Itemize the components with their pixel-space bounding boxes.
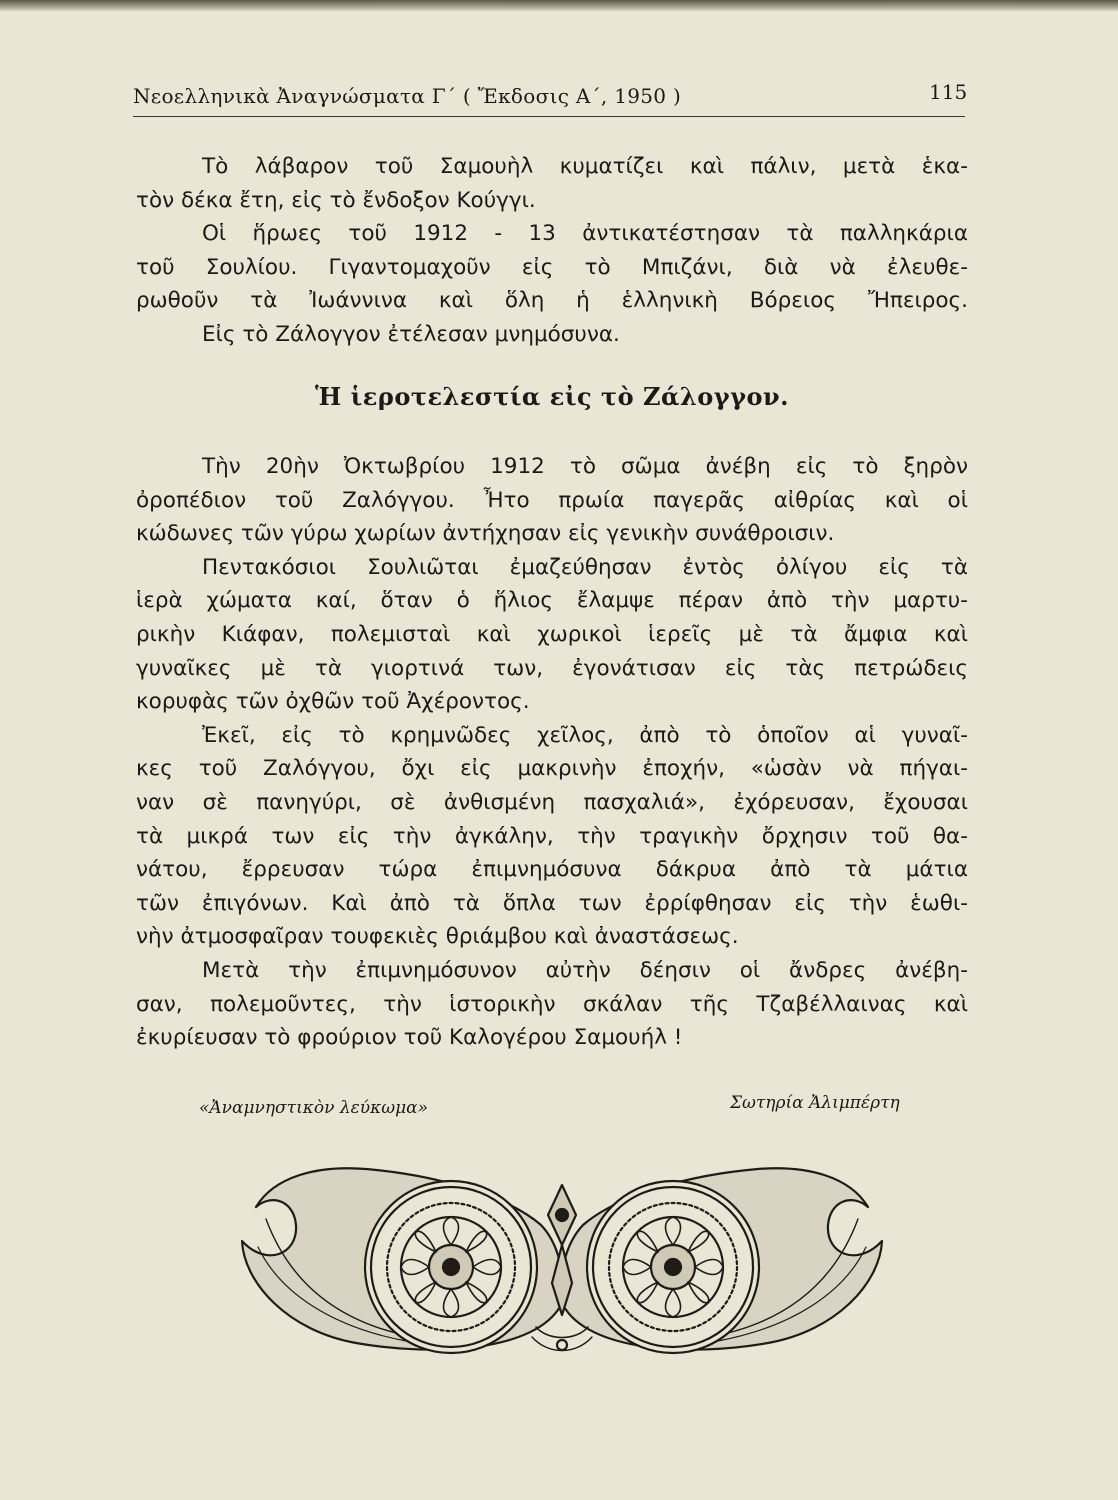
text-line: ρικὴν Κιάφαν, πολεμισταὶ καὶ χωρικοὶ ἱερεῖς μὲ τὰ ἄμφια καὶ [136, 621, 968, 647]
text-line: Πεντακόσιοι Σουλιῶται ἐμαζεύθησαν ἐντὸς ὀλίγου εἰς τὰ [202, 554, 968, 580]
text-line: Τὸ λάβαρον τοῦ Σαμουὴλ κυματίζει καὶ πάλιν, μετὰ ἑκα- [202, 154, 968, 179]
text-line: τὰ μικρά των εἰς τὴν ἀγκάλην, τὴν τραγικὴν ὄρχησιν τοῦ θα- [136, 823, 968, 849]
author-attribution: Σωτηρία Ἀλιμπέρτη [730, 1093, 900, 1113]
body-paragraphs [136, 450, 968, 1055]
text-line: νάτου, ἔρρευσαν τώρα ἐπιμνημόσυνα δάκρυα ἀπὸ τὰ μάτια [136, 857, 968, 883]
text-line: Τὴν 20ὴν Ὀκτωβρίου 1912 τὸ σῶμα ἀνέβη εἰς τὸ ξηρὸν [202, 454, 968, 479]
text-line: τὸν δέκα ἔτη, εἰς τὸ ἔνδοξον Κούγγι. [136, 187, 536, 213]
text-line: Εἰς τὸ Ζάλογγον ἐτέλεσαν μνημόσυνα. [202, 321, 620, 347]
section-heading: Ἡ ἱεροτελεστία εἰς τὸ Ζάλογγον. [315, 382, 789, 411]
left-rosette [365, 1181, 537, 1353]
text-line: ἐκυρίευσαν τὸ φρούριον τοῦ Καλογέρου Σαμουήλ ! [136, 1025, 683, 1051]
text-line: Μετὰ τὴν ἐπιμνημόσυνον αὐτὴν δέησιν οἱ ἄνδρες ἀνέβη- [202, 957, 968, 983]
running-header: Νεοελληνικὰ Ἀναγνώσματα Γ΄ ( Ἔκδοσις Α΄, 1950 ) [133, 84, 682, 108]
text-line: ρωθοῦν τὰ Ἰωάννινα καὶ ὅλη ἡ ἑλληνικὴ Βόρειος Ἤπειρος. [136, 288, 968, 314]
header-rule [133, 116, 965, 117]
text-line: ἱερὰ χώματα καί, ὅταν ὁ ἥλιος ἔλαμψε πέραν ἀπὸ τὴν μαρτυ- [136, 588, 968, 614]
decorative-ornament [236, 1155, 888, 1365]
text-line: ναν σὲ πανηγύρι, σὲ ἀνθισμένη πασχαλιά», ἐχόρευσαν, ἔχουσαι [136, 789, 968, 815]
text-line: Οἱ ἥρωες τοῦ 1912 - 13 ἀντικατέστησαν τὰ παλληκάρια [202, 221, 968, 247]
text-line: κες τοῦ Ζαλόγγου, ὄχι εἰς μακρινὴν ἐποχήν, «ὡσὰν νὰ πήγαι- [136, 756, 968, 782]
text-line: τῶν ἐπιγόνων. Καὶ ἀπὸ τὰ ὅπλα των ἐρρίφθησαν εἰς τὴν ἑωθι- [136, 890, 968, 916]
text-line: σαν, πολεμοῦντες, τὴν ἱστορικὴν σκάλαν τῆς Τζαβέλλαινας καὶ [136, 991, 968, 1017]
text-line: ὀροπέδιον τοῦ Ζαλόγγου. Ἦτο πρωία παγερᾶς αἰθρίας καὶ οἱ [136, 487, 968, 513]
source-attribution: «Ἀναμνηστικὸν λεύκωμα» [199, 1098, 429, 1118]
page-top-edge [0, 0, 1118, 12]
text-line: τοῦ Σουλίου. Γιγαντομαχοῦν εἰς τὸ Μπιζάνι, διὰ νὰ ἐλευθε- [136, 254, 968, 280]
right-rosette [587, 1181, 759, 1353]
text-line: κώδωνες τῶν γύρω χωρίων ἀντήχησαν εἰς γενικὴν συνάθροισιν. [136, 521, 835, 547]
page-number: 115 [929, 80, 968, 104]
text-line: νὴν ἀτμοσφαῖραν τουφεκιὲς θριάμβου καὶ ἀναστάσεως. [136, 924, 739, 950]
text-line: γυναῖκες μὲ τὰ γιορτινά των, ἐγονάτισαν εἰς τὰς πετρώδεις [136, 655, 968, 681]
intro-paragraphs [136, 150, 968, 352]
text-line: Ἐκεῖ, εἰς τὸ κρημνῶδες χεῖλος, ἀπὸ τὸ ὁποῖον αἱ γυναῖ- [202, 722, 968, 748]
text-line: κορυφὰς τῶν ὀχθῶν τοῦ Ἀχέροντος. [136, 689, 530, 715]
